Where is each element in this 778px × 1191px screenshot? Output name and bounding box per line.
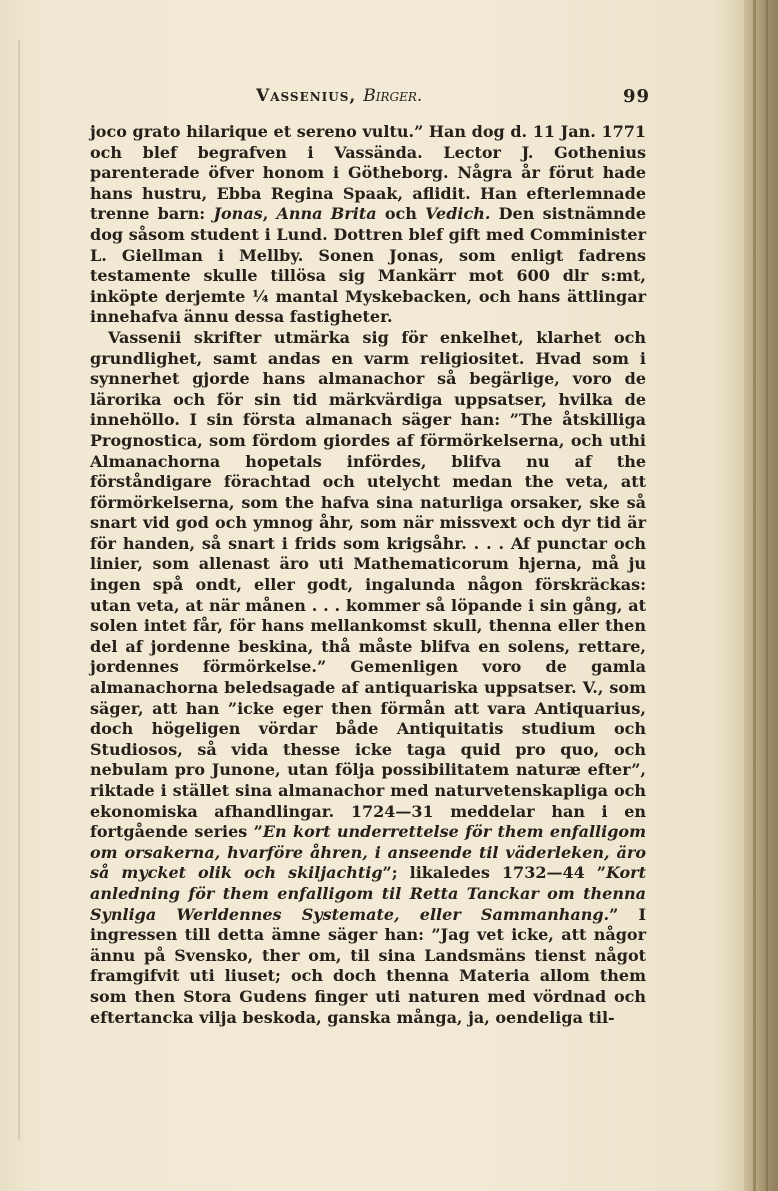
italic-text-run: Vedich.: [425, 204, 491, 224]
text-run: ,: [262, 204, 277, 224]
italic-text-run: En kort underrettelse för them enfalligom om orsakerna, hvarföre åhren, i anseende til väderleken, äro så mycket olik och skiljachtig: [90, 822, 647, 883]
text-run: ”; likaledes 1732—44 ”: [382, 863, 606, 883]
text-run: ” I ingressen till detta ämne säger han: ”Jag vet icke, att någor ännu på Svensko, ther om, til sina Landsmäns tienst något framgifvit uti liuset; och doch thenna Materia allom them som then Stora Gudens finger uti naturen med vördnad och eftertancka vilja beskoda, ganska många, ja, oendeliga til-: [90, 904, 646, 1027]
running-header: [88, 86, 648, 110]
paragraph: [90, 328, 646, 1028]
text-run: och: [376, 204, 426, 224]
italic-text-run: Kort anledning för them enfalligom til Retta Tanckar om thenna Synliga Werldennes Systemate, eller Sammanhang.: [90, 863, 646, 924]
text-run: joco grato hilarique et sereno vultu.” Han dog d. 11 Jan. 1771 och blef begrafven i Vassända. Lector J. Gothenius parenterade öfver honom i Götheborg. Några år förut hade hans hustru, Ebba Regina Spaak, aflidit. Han efterlemnade trenne barn:: [90, 122, 646, 224]
italic-text-run: Jonas: [213, 204, 263, 224]
body-text: [90, 122, 646, 1028]
page-edge-mark: [18, 40, 20, 1140]
running-head-name: Vassenius,: [256, 86, 364, 106]
page-number: 99: [622, 86, 650, 107]
book-spine: [744, 0, 778, 1191]
text-run: Den sistnämnde dog såsom student i Lund. Dottren blef gift med Comminister L. Giellman i Mellby. Sonen Jonas, som enligt fadrens testamente skulle tillösa sig Mankärr mot 600 dlr s:mt, inköpte derjemte ¼ mantal Myskebacken, och hans ättlingar innehafva ännu dessa fastigheter.: [90, 204, 647, 327]
text-run: Vassenii skrifter utmärka sig för enkelhet, klarhet och grundlighet, samt andas en varm religiositet. Hvad som i synnerhet gjorde hans almanachor så begärlige, voro de lärorika och för sin tid märkvärdiga uppsatser, hvilka de innehöllo. I sin första almanach säger han: ”The åtskilliga Prognostica, som fördom giordes af förmörkelserna, och uthi Almanachorna hopetals infördes, blifva nu af the förståndigare förachtad och utelycht medan the veta, att förmörkelserna, som the hafva sina naturliga orsaker, ske så snart vid god och ymnog åhr, som när missvext och dyr tid är för handen, så snart i frids som krigsåhr. . . . Af punctar och linier, som allenast äro uti Mathematicorum hjerna, må ju ingen spå ondt, eller godt, ingalunda någon förskräckas: utan veta, at när månen . . . kommer så löpande i sin gång, at solen intet får, för hans mellankomst skull, thenna eller then del af jordenne beskina, thå måste blifva en solens, rettare, jordennes förmörkelse.” Gemenligen voro de gamla almanachorna beledsagade af antiquariska uppsatser. V., som säger, att han ”icke eger then förmån att vara Antiquarius, doch högeligen vördar både Antiquitatis studium och Studiosos, så vida thesse icke taga quid pro quo, och nebulam pro Junone, utan följa possibilitatem naturæ efter”, riktade i stället sina almanachor med naturvetenskapliga och ekonomiska afhandlingar. 1724—31 meddelar han i en fortgående series ”: [90, 327, 646, 842]
running-head-title: [256, 86, 422, 106]
italic-text-run: Anna Brita: [276, 204, 377, 224]
spine-fold-line: [753, 0, 756, 1191]
paragraph: [90, 122, 646, 328]
spine-edge-line: [766, 0, 768, 1191]
running-head-italic: Birger.: [363, 86, 423, 106]
